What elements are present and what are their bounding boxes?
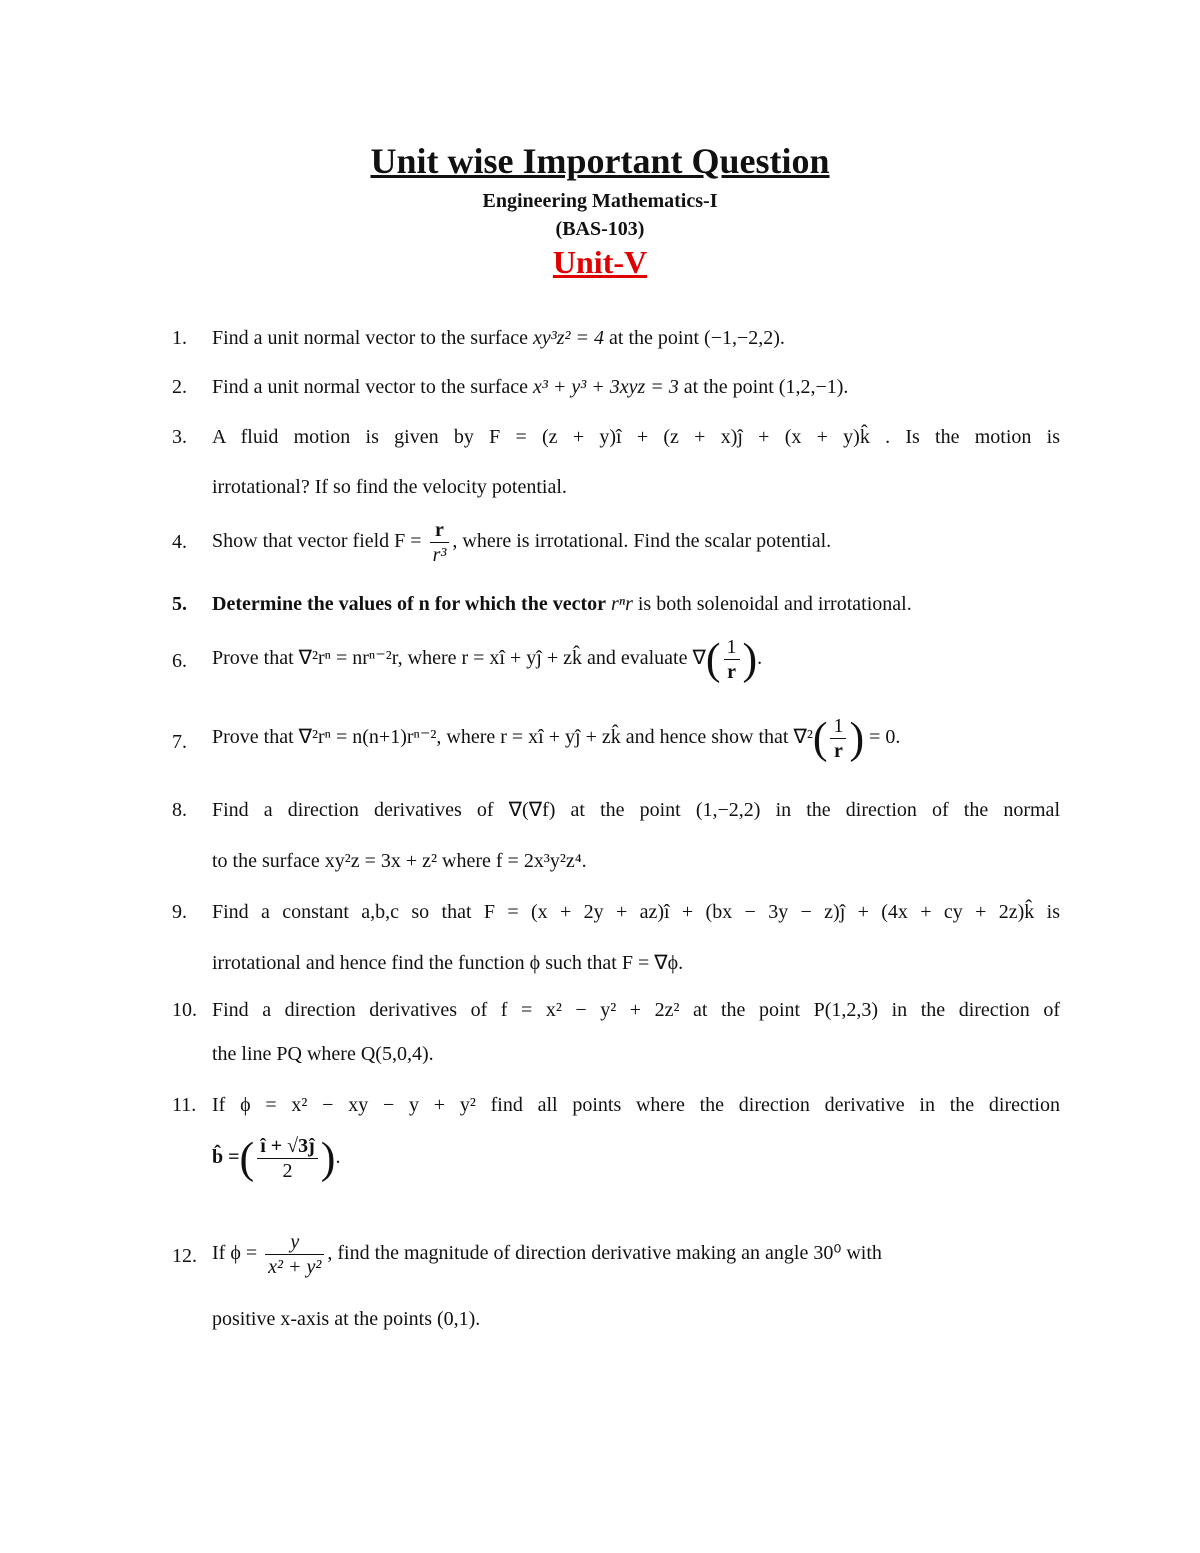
question-3-continuation: irrotational? If so find the velocity potential. xyxy=(212,476,567,498)
left-parenthesis: ( xyxy=(705,634,721,684)
question-math: xy³z² = 4 xyxy=(533,327,605,349)
question-number: 9. xyxy=(172,901,187,923)
fraction xyxy=(257,1134,318,1183)
question-number: 2. xyxy=(172,376,187,398)
fraction-numerator: î + √3ĵ xyxy=(257,1134,318,1159)
fraction-denominator: x² + y² xyxy=(268,1256,322,1278)
question-number: 8. xyxy=(172,799,187,821)
fraction-denominator: r³ xyxy=(432,544,447,566)
question-11-continuation xyxy=(212,1134,1060,1183)
question-text: A fluid motion is given by F = (z + y)î + (z + x)ĵ + (x + y)k̂ . Is the motion is xyxy=(212,426,1060,448)
question-math: x³ + y³ + 3xyz = 3 xyxy=(533,376,679,398)
question-10-continuation: the line PQ where Q(5,0,4). xyxy=(212,1043,434,1065)
fraction-denominator: 2 xyxy=(282,1160,293,1182)
question-text: Find a direction derivatives of f = x² − y² + 2z² at the point P(1,2,3) in the direction of xyxy=(212,999,1060,1021)
right-parenthesis: ) xyxy=(742,634,758,684)
question-text: , find the magnitude of direction derivative making an angle 30⁰ with xyxy=(327,1242,882,1265)
question-point: (−1,−2,2). xyxy=(704,327,785,349)
fraction-numerator: 1 xyxy=(724,635,740,660)
question-9-continuation: irrotational and hence find the function ϕ such that F = ∇ϕ. xyxy=(212,952,684,974)
question-12-continuation: positive x-axis at the points (0,1). xyxy=(212,1308,481,1330)
question-text: . xyxy=(757,647,763,670)
question-text: Find a unit normal vector to the surface xyxy=(212,376,529,398)
question-number: 10. xyxy=(172,999,197,1021)
question-number: 1. xyxy=(172,327,187,349)
question-number: 11. xyxy=(172,1094,197,1116)
question-text: If ϕ = xyxy=(212,1242,258,1265)
question-point: (1,2,−1). xyxy=(778,376,849,398)
question-text: Find a direction derivatives of ∇(∇f) at the point (1,−2,2) in the direction of the normal xyxy=(212,799,1060,821)
fraction-numerator: y xyxy=(265,1230,324,1255)
question-math: rⁿr xyxy=(610,593,633,615)
question-text: Prove that ∇²rⁿ = n(n+1)rⁿ⁻², where r = xî + yĵ + zk̂ and hence show that ∇² xyxy=(212,726,813,749)
question-number: 7. xyxy=(172,731,187,753)
course-code: (BAS-103) xyxy=(555,218,645,240)
question-text: Find a unit normal vector to the surface xyxy=(212,327,529,349)
question-text: at the point xyxy=(683,376,774,398)
question-number: 5. xyxy=(172,593,187,615)
question-text: is both solenoidal and irrotational. xyxy=(637,593,912,615)
fraction-denominator: r xyxy=(727,661,736,683)
question-text: at the point xyxy=(609,327,700,349)
question-text: = 0. xyxy=(869,726,901,749)
right-parenthesis: ) xyxy=(320,1133,336,1183)
fraction xyxy=(724,635,740,684)
fraction-numerator: r xyxy=(430,518,450,543)
fraction xyxy=(430,518,450,567)
question-text: Determine the values of n for which the vector xyxy=(212,593,606,615)
fraction xyxy=(265,1230,324,1279)
question-8-continuation: to the surface xy²z = 3x + z² where f = 2x³y²z⁴. xyxy=(212,850,587,872)
left-parenthesis: ( xyxy=(239,1133,255,1183)
question-number: 4. xyxy=(172,531,187,553)
question-text: . xyxy=(335,1146,341,1169)
question-math: b̂ = xyxy=(212,1146,240,1169)
document-title: Unit wise Important Question xyxy=(370,141,830,181)
right-parenthesis: ) xyxy=(849,713,865,763)
question-text: Show that vector field F = xyxy=(212,530,422,553)
question-number: 6. xyxy=(172,650,187,672)
question-number: 12. xyxy=(172,1245,197,1267)
question-text: If ϕ = x² − xy − y + y² find all points where the direction derivative in the direction xyxy=(212,1094,1060,1116)
question-text: , where is irrotational. Find the scalar potential. xyxy=(452,530,832,553)
question-text: Prove that ∇²rⁿ = nrⁿ⁻²r, where r = xî + yĵ + zk̂ and evaluate ∇ xyxy=(212,647,706,670)
question-number: 3. xyxy=(172,426,187,448)
fraction xyxy=(830,714,846,763)
left-parenthesis: ( xyxy=(812,713,828,763)
fraction-numerator: 1 xyxy=(830,714,846,739)
fraction-denominator: r xyxy=(834,740,843,762)
question-text: Find a constant a,b,c so that F = (x + 2y + az)î + (bx − 3y − z)ĵ + (4x + cy + 2z)k̂ is xyxy=(212,901,1060,923)
unit-heading: Unit-V xyxy=(552,244,648,280)
course-name: Engineering Mathematics-I xyxy=(482,190,718,212)
